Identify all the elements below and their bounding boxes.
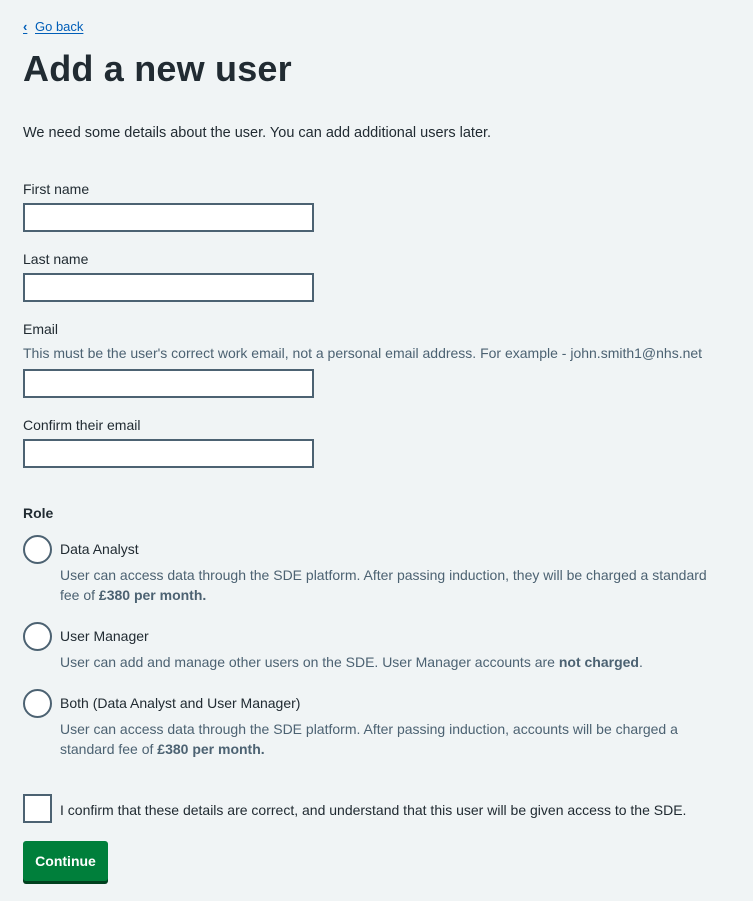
email-hint: This must be the user's correct work email, not a personal email address. For example - john.smith1@nhs.net <box>23 345 703 361</box>
radio-hint-user-manager <box>60 652 720 672</box>
confirm-email-input[interactable] <box>23 439 314 468</box>
first-name-input[interactable] <box>23 203 314 232</box>
radio-label-both[interactable]: Both (Data Analyst and User Manager) <box>60 695 301 711</box>
email-input[interactable] <box>23 369 314 398</box>
role-legend: Role <box>23 505 54 521</box>
chevron-left-icon: ‹ <box>23 19 28 34</box>
last-name-input[interactable] <box>23 273 314 302</box>
first-name-label: First name <box>23 181 90 197</box>
hint-text: User can access data through the SDE platform. After passing induction, they will be charged a standard fee of <box>60 567 707 603</box>
email-label: Email <box>23 321 59 337</box>
confirm-checkbox-label[interactable]: I confirm that these details are correct, and understand that this user will be given access to the SDE. <box>60 802 687 818</box>
radio-label-data-analyst[interactable]: Data Analyst <box>60 541 139 557</box>
radio-label-user-manager[interactable]: User Manager <box>60 628 149 644</box>
back-link[interactable] <box>23 19 83 34</box>
continue-button[interactable]: Continue <box>23 841 108 881</box>
hint-not-charged: not charged <box>558 654 639 670</box>
intro-text: We need some details about the user. You can add additional users later. <box>23 125 492 141</box>
radio-user-manager[interactable] <box>23 622 52 651</box>
radio-hint-data-analyst <box>60 565 720 605</box>
back-link-label: Go back <box>35 19 84 34</box>
radio-hint-both <box>60 719 720 759</box>
hint-text: User can access data through the SDE platform. After passing induction, accounts will be charged a standard fee of <box>60 721 678 757</box>
radio-data-analyst[interactable] <box>23 535 52 564</box>
radio-both[interactable] <box>23 689 52 718</box>
hint-tail: . <box>638 654 643 670</box>
last-name-label: Last name <box>23 251 89 267</box>
confirm-checkbox[interactable] <box>23 794 52 823</box>
hint-fee: £380 per month. <box>157 741 265 757</box>
hint-text: User can add and manage other users on the SDE. User Manager accounts are <box>60 654 559 670</box>
page-title: Add a new user <box>23 48 292 89</box>
hint-fee: £380 per month. <box>98 587 207 603</box>
confirm-email-label: Confirm their email <box>23 417 141 433</box>
